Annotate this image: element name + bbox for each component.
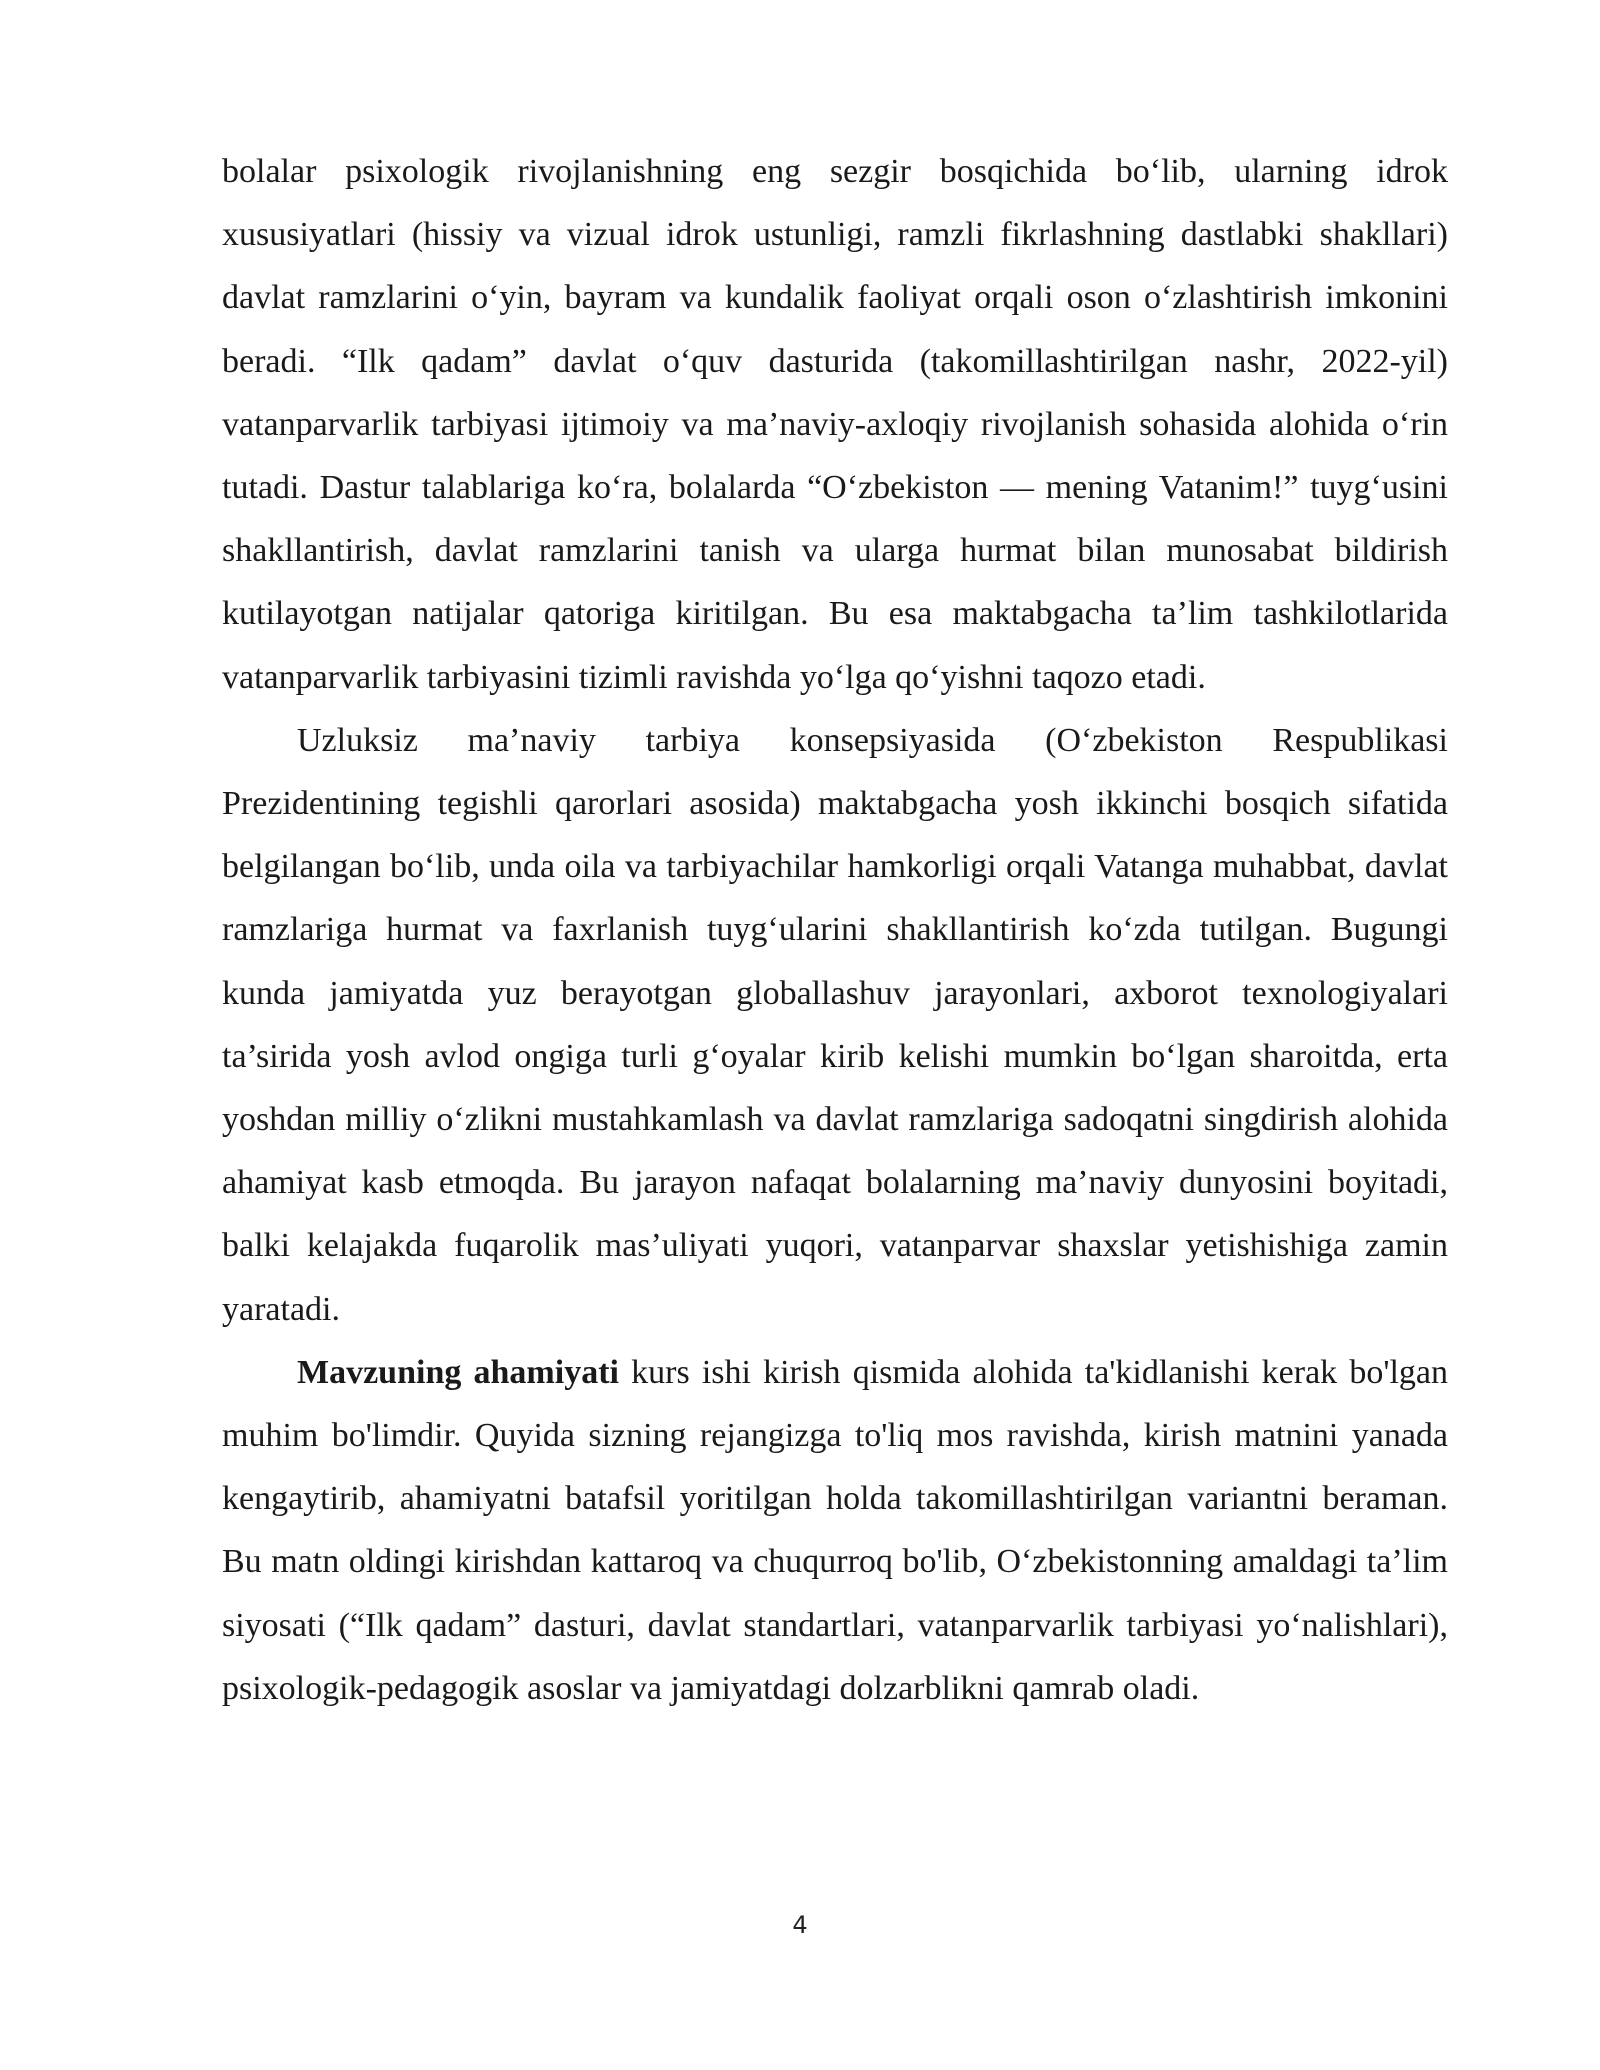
significance-text: kurs ishi kirish qismida alohida ta'kidlanishi kerak bo'lgan muhim bo'limdir. Quyida sizning rejangizga to'liq mos ravishda, kirish matnini yanada kengaytirib, ahamiyatni batafsil yoritilgan holda takomillashtirilgan variantni beraman. Bu matn oldingi kirishdan kattaroq va chuqurroq bo'lib, O‘zbekistonning amaldagi ta’lim siyosati (“Ilk qadam” dasturi, davlat standartlari, vatanparvarlik tarbiyasi yo‘nalishlari), psixologik-pedagogik asoslar va jamiyatdagi dolzarblikni qamrab oladi.: [222, 1353, 1449, 1707]
paragraph-continuation: bolalar psixologik rivojlanishning eng sezgir bosqichida bo‘lib, ularning idrok xususiyatlari (hissiy va vizual idrok ustunligi, ramzli fikrlashning dastlabki shakllari) davlat ramzlarini o‘yin, bayram va kundalik faoliyat orqali oson o‘zlashtirish imkonini beradi. “Ilk qadam” davlat o‘quv dasturida (takomillashtirilgan nashr, 2022-yil) vatanparvarlik tarbiyasi ijtimoiy va ma’naviy-axloqiy rivojlanish sohasida alohida o‘rin tutadi. Dastur talablariga ko‘ra, bolalarda “O‘zbekiston — mening Vatanim!” tuyg‘usini shakllantirish, davlat ramzlarini tanish va ularga hurmat bilan munosabat bildirish kutilayotgan natijalar qatoriga kiritilgan. Bu esa maktabgacha ta’lim tashkilotlarida vatanparvarlik tarbiyasini tizimli ravishda yo‘lga qo‘yishni taqozo etadi.: [222, 153, 1448, 696]
paragraph-significance: [222, 1341, 1448, 1720]
page-number: 4: [792, 1911, 808, 1939]
significance-heading: Mavzuning ahamiyati: [297, 1353, 619, 1391]
page-body: [222, 140, 1448, 1720]
paragraph-concept: Uzluksiz ma’naviy tarbiya konsepsiyasida (O‘zbekiston Respublikasi Prezidentining tegishli qarorlari asosida) maktabgacha yosh ikkinchi bosqich sifatida belgilangan bo‘lib, unda oila va tarbiyachilar hamkorligi orqali Vatanga muhabbat, davlat ramzlariga hurmat va faxrlanish tuyg‘ularini shakllantirish ko‘zda tutilgan. Bugungi kunda jamiyatda yuz berayotgan globallashuv jarayonlari, axborot texnologiyalari ta’sirida yosh avlod ongiga turli g‘oyalar kirib kelishi mumkin bo‘lgan sharoitda, erta yoshdan milliy o‘zlikni mustahkamlash va davlat ramzlariga sadoqatni singdirish alohida ahamiyat kasb etmoqda. Bu jarayon nafaqat bolalarning ma’naviy dunyosini boyitadi, balki kelajakda fuqarolik mas’uliyati yuqori, vatanparvar shaxslar yetishishiga zamin yaratadi.: [222, 721, 1448, 1328]
